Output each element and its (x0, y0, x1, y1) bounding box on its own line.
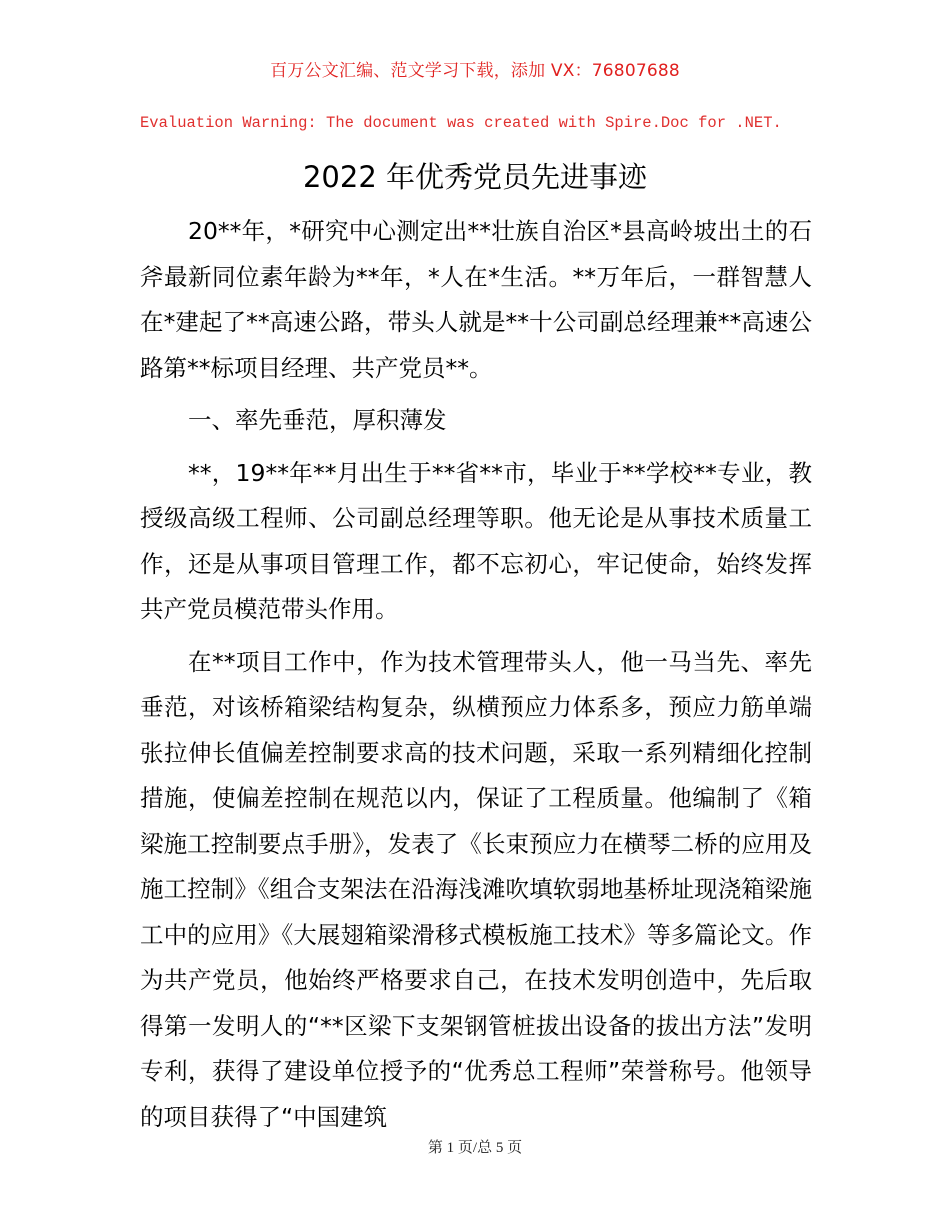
section-heading: 一、率先垂范，厚积薄发 (188, 406, 447, 434)
document-body (140, 209, 812, 1140)
paragraph-biography: **，19**年**月出生于**省**市，毕业于**学校**专业，教授级高级工程师、公司副总经理等职。他无论是从事技术质量工作，还是从事项目管理工作，都不忘初心，牢记使命，始终发挥共产党员模范带头作用。 (140, 458, 812, 623)
paragraph-intro: 20**年，*研究中心测定出**壮族自治区*县高岭坡出土的石斧最新同位素年龄为**年，*人在*生活。**万年后，一群智慧人在*建起了**高速公路，带头人就是**十公司副总经理兼**高速公路第**标项目经理、共产党员**。 (140, 217, 812, 382)
document-title: 2022 年优秀党员先进事迹 (302, 160, 648, 194)
evaluation-warning: Evaluation Warning: The document was created with Spire.Doc for .NET. (140, 114, 782, 132)
ad-header-text: 百万公文汇编、范文学习下载，添加 VX：76807688 (270, 61, 680, 81)
paragraph-achievements: 在**项目工作中，作为技术管理带头人，他一马当先、率先垂范，对该桥箱梁结构复杂，纵横预应力体系多，预应力筋单端张拉伸长值偏差控制要求高的技术问题，采取一系列精细化控制措施，使偏差控制在规范以内，保证了工程质量。他编制了《箱梁施工控制要点手册》，发表了《长束预应力在横琴二桥的应用及施工控制》《组合支架法在沿海浅滩吹填软弱地基桥址现浇箱梁施工中的应用》《大展翅箱梁滑移式模板施工技术》等多篇论文。作为共产党员，他始终严格要求自己，在技术发明创造中，先后取得第一发明人的“**区梁下支架钢管桩拔出设备的拔出方法”发明专利，获得了建设单位授予的“优秀总工程师”荣誉称号。他领导的项目获得了“中国建筑 (140, 647, 812, 1131)
page-indicator: 第 1 页/总 5 页 (427, 1140, 523, 1156)
